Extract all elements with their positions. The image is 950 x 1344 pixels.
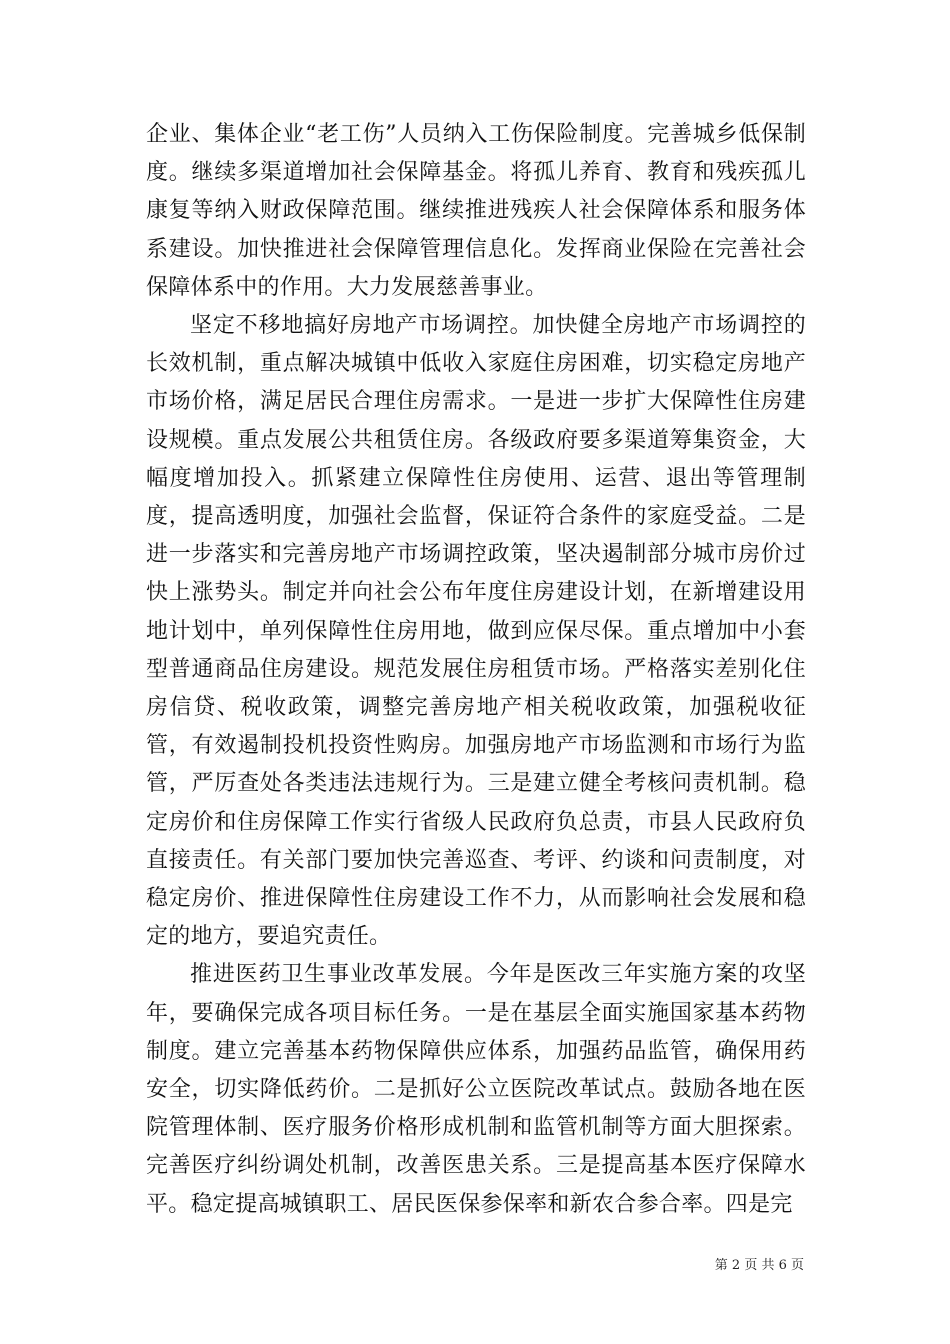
paragraph-real-estate-regulation: 坚定不移地搞好房地产市场调控。加快健全房地产市场调控的长效机制，重点解决城镇中低收入家庭住房困难，切实稳定房地产市场价格，满足居民合理住房需求。一是进一步扩大保障性住房建设规模。重点发展公共租赁住房。各级政府要多渠道筹集资金，大幅度增加投入。抓紧建立保障性住房使用、运营、退出等管理制度，提高透明度，加强社会监督，保证符合条件的家庭受益。二是进一步落实和完善房地产市场调控政策，坚决遏制部分城市房价过快上涨势头。制定并向社会公布年度住房建设计划，在新增建设用地计划中，单列保障性住房用地，做到应保尽保。重点增加中小套型普通商品住房建设。规范发展住房租赁市场。严格落实差别化住房信贷、税收政策，调整完善房地产相关税收政策，加强税收征管，有效遏制投机投资性购房。加强房地产市场监测和市场行为监管，严厉查处各类违法违规行为。三是建立健全考核问责机制。稳定房价和住房保障工作实行省级人民政府负总责，市县人民政府负直接责任。有关部门要加快完善巡查、考评、约谈和问责制度，对稳定房价、推进保障性住房建设工作不力，从而影响社会发展和稳定的地方，要追究责任。 (146, 313, 806, 950)
document-body (146, 116, 806, 1224)
page-number-footer: 第 2 页 共 6 页 (714, 1258, 804, 1273)
paragraph-medical-reform: 推进医药卫生事业改革发展。今年是医改三年实施方案的攻坚年，要确保完成各项目标任务。一是在基层全面实施国家基本药物制度。建立完善基本药物保障供应体系，加强药品监管，确保用药安全，切实降低药价。二是抓好公立医院改革试点。鼓励各地在医院管理体制、医疗服务价格形成机制和监管机制等方面大胆探索。完善医疗纠纷调处机制，改善医患关系。三是提高基本医疗保障水平。稳定提高城镇职工、居民医保参保率和新农合参合率。四是完 (146, 962, 806, 1217)
paragraph-social-security: 企业、集体企业“老工伤”人员纳入工伤保险制度。完善城乡低保制度。继续多渠道增加社会保障基金。将孤儿养育、教育和残疾孤儿康复等纳入财政保障范围。继续推进残疾人社会保障体系和服务体系建设。加快推进社会保障管理信息化。发挥商业保险在完善社会保障体系中的作用。大力发展慈善事业。 (146, 122, 806, 300)
